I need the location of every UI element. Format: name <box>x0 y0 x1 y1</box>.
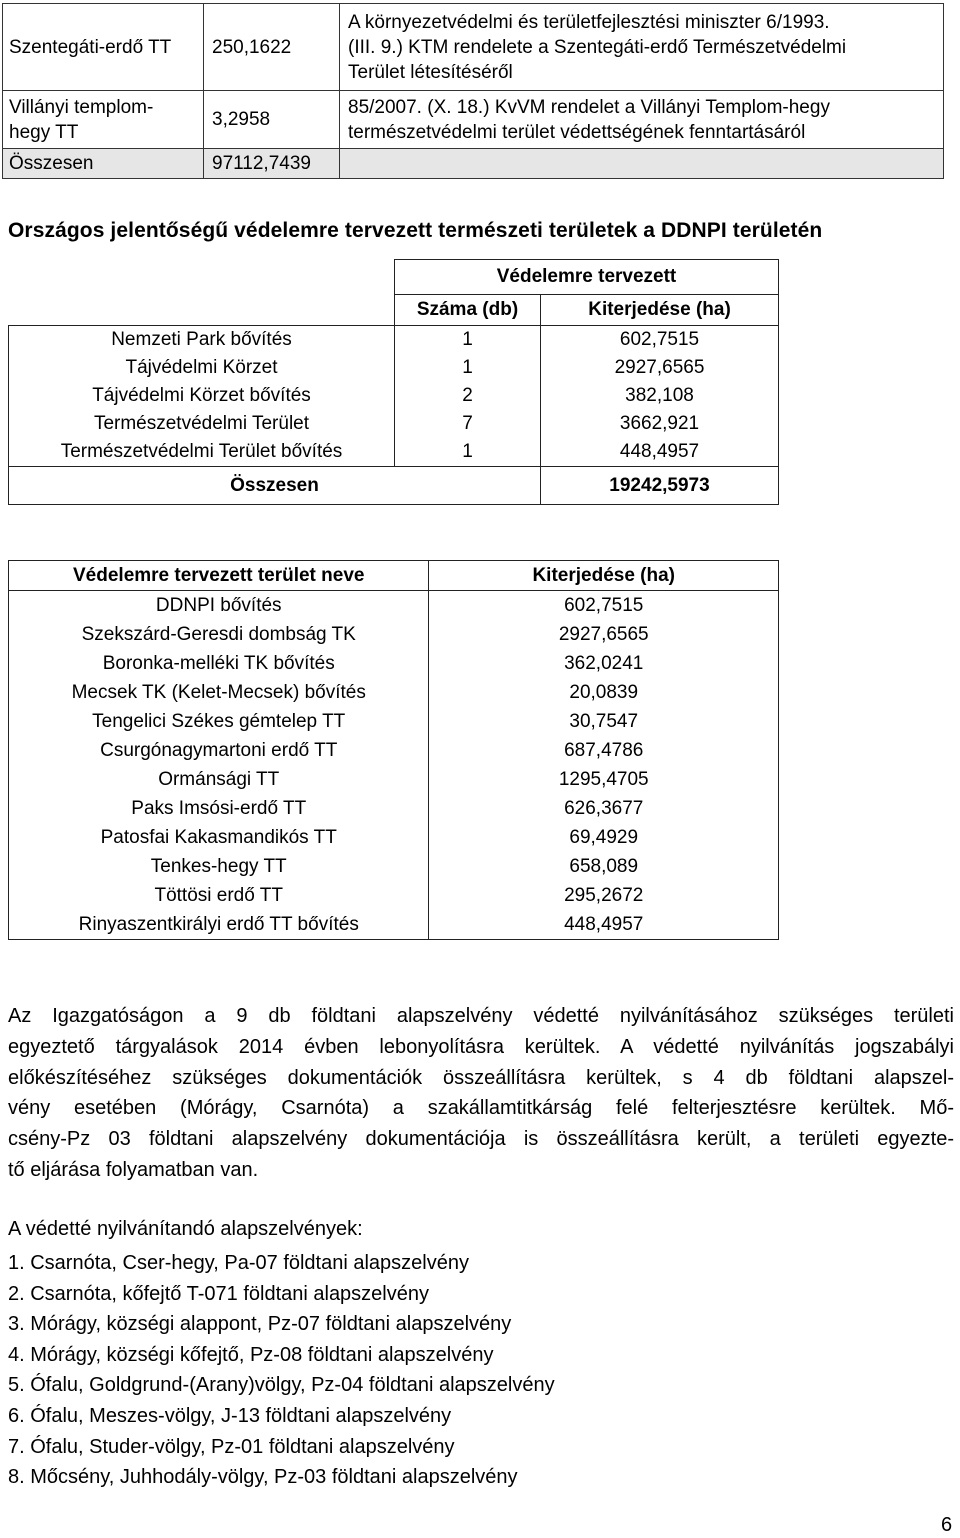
list-item: 4. Mórágy, községi kőfejtő, Pz-08 földtani alapszelvény <box>8 1343 494 1366</box>
table-row <box>3 4 944 91</box>
area-size: 20,0839 <box>429 678 779 707</box>
area-size-cell: 250,1622 <box>204 4 340 91</box>
area-name: Boronka-melléki TK bővítés <box>9 649 429 678</box>
column-header-area: Kiterjedése (ha) <box>429 561 779 591</box>
column-header-area: Kiterjedése (ha) <box>541 295 779 326</box>
area-size: 295,2672 <box>429 881 779 910</box>
group-header: Védelemre tervezett <box>395 260 779 295</box>
area-name: Tenkes-hegy TT <box>9 852 429 881</box>
row-count: 1 <box>395 354 541 382</box>
total-area: 19242,5973 <box>541 467 779 505</box>
area-name-line: hegy TT <box>9 121 79 143</box>
page-number: 6 <box>941 1514 953 1536</box>
paragraph-line: Az Igazgatóságon a 9 db földtani alapszelvény védetté nyilvánításához szükséges területi <box>8 1005 954 1027</box>
table-row <box>9 765 779 794</box>
area-name-cell: Szentegáti-erdő TT <box>3 4 204 91</box>
row-count: 1 <box>395 438 541 467</box>
empty-cell <box>340 149 944 179</box>
list-item: 8. Mőcsény, Juhhodály-völgy, Pz-03 földtani alapszelvény <box>8 1466 518 1489</box>
list-item: 1. Csarnóta, Cser-hegy, Pa-07 földtani alapszelvény <box>8 1252 469 1274</box>
table-row <box>9 620 779 649</box>
total-row <box>3 149 944 179</box>
area-size: 362,0241 <box>429 649 779 678</box>
area-name: Töttösi erdő TT <box>9 881 429 910</box>
row-label: Tájvédelmi Körzet bővítés <box>9 382 395 410</box>
area-name: Csurgónagymartoni erdő TT <box>9 736 429 765</box>
table-row <box>9 354 779 382</box>
row-label: Természetvédelmi Terület <box>9 410 395 438</box>
list-item: 6. Ófalu, Meszes-völgy, J-13 földtani alapszelvény <box>8 1404 452 1427</box>
legal-basis-cell <box>340 4 944 91</box>
table-row <box>9 382 779 410</box>
area-size: 2927,6565 <box>429 620 779 649</box>
paragraph-line: tő eljárása folyamatban van. <box>8 1158 259 1181</box>
area-size: 30,7547 <box>429 707 779 736</box>
table-row <box>9 736 779 765</box>
row-count: 1 <box>395 326 541 355</box>
area-size: 69,4929 <box>429 823 779 852</box>
paragraph-line: egyeztető tárgyalások 2014 évben lebonyolításra kerültek. A védetté nyilvánítás jogszabályi <box>8 1035 954 1058</box>
area-name-line: Villányi templom- <box>9 96 154 118</box>
paragraph-line: előkészítéséhez szükséges dokumentációk összeállításra kerültek, s 4 db földtani alapszel- <box>8 1066 954 1089</box>
area-size-cell: 3,2958 <box>204 91 340 149</box>
legal-basis-line: Terület létesítéséről <box>348 61 513 83</box>
paragraph-line: csény-Pz 03 földtani alapszelvény dokumentációja is összeállításra került, a területi egyezte- <box>8 1128 954 1151</box>
area-size: 626,3677 <box>429 794 779 823</box>
profile-list <box>8 1248 555 1493</box>
body-paragraph <box>8 1001 954 1186</box>
area-name: Ormánsági TT <box>9 765 429 794</box>
total-label: Összesen <box>3 149 204 179</box>
legal-basis-line: A környezetvédelmi és területfejlesztési miniszter 6/1993. <box>348 11 830 33</box>
row-label: Nemzeti Park bővítés <box>9 326 395 355</box>
area-size: 602,7515 <box>429 591 779 621</box>
area-name-cell <box>3 91 204 149</box>
table-header-row <box>9 260 779 295</box>
area-size: 687,4786 <box>429 736 779 765</box>
protected-areas-table <box>2 3 944 179</box>
legal-basis-line: (III. 9.) KTM rendelete a Szentegáti-erdő Természetvédelmi <box>348 36 847 58</box>
table-row <box>9 591 779 621</box>
row-area: 2927,6565 <box>541 354 779 382</box>
total-label: Összesen <box>9 467 541 505</box>
area-name: Tengelici Székes gémtelep TT <box>9 707 429 736</box>
list-item: 2. Csarnóta, kőfejtő T-071 földtani alapszelvény <box>8 1282 429 1305</box>
table-row <box>9 707 779 736</box>
table-row <box>9 410 779 438</box>
table-row <box>9 438 779 467</box>
planned-areas-summary-table <box>8 259 779 505</box>
table-header-row <box>9 295 779 326</box>
list-item: 5. Ófalu, Goldgrund-(Arany)völgy, Pz-04 földtani alapszelvény <box>8 1374 555 1397</box>
total-row <box>9 467 779 505</box>
empty-cell <box>9 295 395 326</box>
table-row <box>9 326 779 355</box>
row-area: 3662,921 <box>541 410 779 438</box>
planned-areas-detail-table <box>8 560 779 940</box>
table-row <box>9 794 779 823</box>
table-row <box>9 678 779 707</box>
area-name: Szekszárd-Geresdi dombság TK <box>9 620 429 649</box>
table-row <box>9 823 779 852</box>
list-title: A védetté nyilvánítandó alapszelvények: <box>8 1218 363 1240</box>
area-name: Patosfai Kakasmandikós TT <box>9 823 429 852</box>
area-size: 658,089 <box>429 852 779 881</box>
row-label: Tájvédelmi Körzet <box>9 354 395 382</box>
table-row <box>3 91 944 149</box>
legal-basis-line: természetvédelmi terület védettségének fenntartásáról <box>348 121 806 143</box>
area-size: 1295,4705 <box>429 765 779 794</box>
area-name: DDNPI bővítés <box>9 591 429 621</box>
row-area: 382,108 <box>541 382 779 410</box>
area-size: 448,4957 <box>429 910 779 940</box>
total-value: 97112,7439 <box>204 149 340 179</box>
area-name: Rinyaszentkirályi erdő TT bővítés <box>9 910 429 940</box>
column-header-count: Száma (db) <box>395 295 541 326</box>
table-row <box>9 910 779 940</box>
row-count: 7 <box>395 410 541 438</box>
column-header-name: Védelemre tervezett terület neve <box>9 561 429 591</box>
row-label: Természetvédelmi Terület bővítés <box>9 438 395 467</box>
list-item: 7. Ófalu, Studer-völgy, Pz-01 földtani alapszelvény <box>8 1435 455 1458</box>
row-area: 602,7515 <box>541 326 779 355</box>
table-row <box>9 852 779 881</box>
list-item: 3. Mórágy, községi alappont, Pz-07 földtani alapszelvény <box>8 1313 512 1336</box>
empty-cell <box>9 260 395 295</box>
table-row <box>9 881 779 910</box>
row-count: 2 <box>395 382 541 410</box>
table-header-row <box>9 561 779 591</box>
table-row <box>9 649 779 678</box>
area-name: Paks Imsósi-erdő TT <box>9 794 429 823</box>
legal-basis-line: 85/2007. (X. 18.) KvVM rendelet a Villányi Templom-hegy <box>348 96 830 118</box>
row-area: 448,4957 <box>541 438 779 467</box>
legal-basis-cell <box>340 91 944 149</box>
area-name: Mecsek TK (Kelet-Mecsek) bővítés <box>9 678 429 707</box>
section-heading: Országos jelentőségű védelemre tervezett természeti területek a DDNPI területén <box>8 219 823 242</box>
paragraph-line: vény esetében (Mórágy, Csarnóta) a szakállamtitkárság felé felterjesztésre kerültek. Mő- <box>8 1097 954 1120</box>
